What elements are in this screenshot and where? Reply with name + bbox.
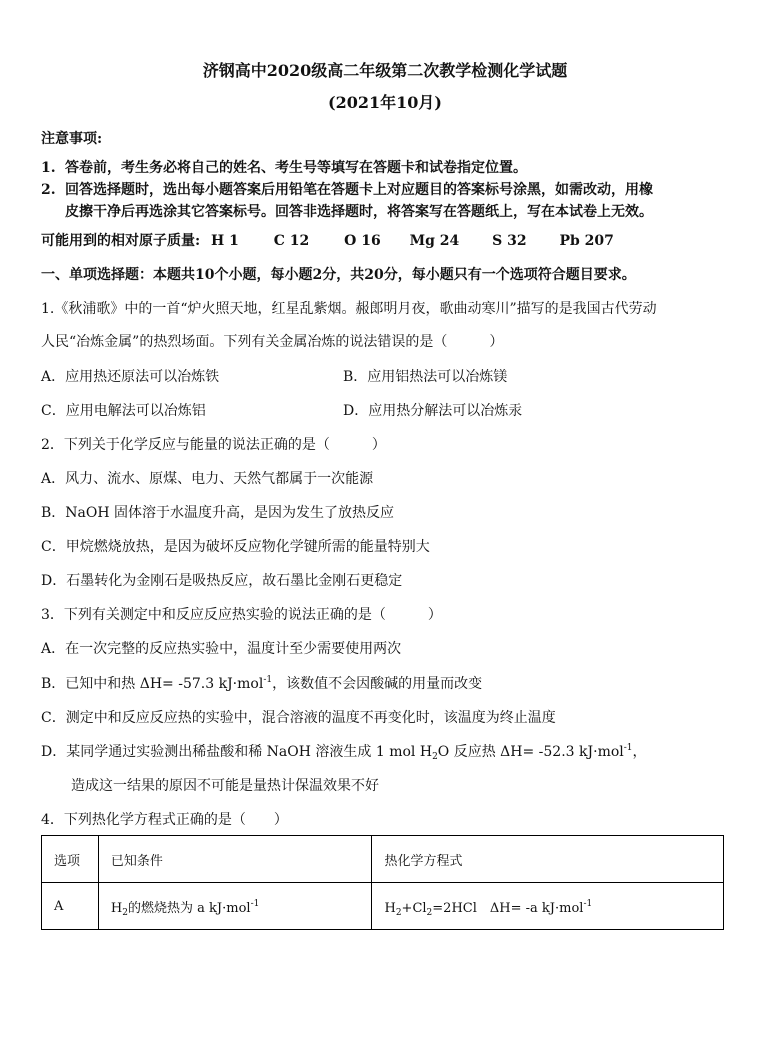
q2-stem: 2．下列关于化学反应与能量的说法正确的是（ ）: [41, 437, 386, 453]
header-option: 选项: [42, 836, 99, 883]
q2-option-a: A．风力、流水、原煤、电力、天然气都属于一次能源: [41, 471, 374, 487]
q3-option-c: C．测定中和反应反应热的实验中，混合溶液的温度不再变化时，该温度为终止温度: [41, 710, 556, 726]
note-1-number: 1.: [41, 160, 56, 176]
note-2-number: 2.: [41, 182, 56, 198]
table-row: [42, 883, 724, 930]
q1-option-b: B．应用铝热法可以冶炼镁: [343, 369, 508, 385]
atomic-masses-label: 可能用到的相对原子质量:: [41, 233, 201, 249]
note-2-text-line2: 皮擦干净后再选涂其它答案标号。回答非选择题时，将答案写在答题纸上，写在本试卷上无效。: [65, 204, 653, 220]
q1-option-c: C．应用电解法可以冶炼铝: [41, 403, 206, 419]
q4-stem: 4．下列热化学方程式正确的是（ ）: [41, 812, 288, 828]
q2-option-b: B．NaOH 固体溶于水温度升高，是因为发生了放热反应: [41, 505, 395, 521]
q3-option-d-line2: 造成这一结果的原因不可能是量热计保温效果不好: [71, 778, 379, 794]
q1-option-a: A．应用热还原法可以冶炼铁: [41, 369, 220, 385]
q4-table: [41, 835, 724, 930]
mass-o: O 16: [344, 233, 381, 249]
row-a-option: A: [42, 883, 99, 930]
section-1-heading: 一、单项选择题：本题共10个小题，每小题2分，共20分，每小题只有一个选项符合题目要求。: [41, 267, 636, 283]
mass-h: H 1: [211, 233, 239, 249]
mass-mg: Mg 24: [409, 233, 460, 249]
mass-pb: Pb 207: [559, 233, 614, 249]
q2-option-c: C．甲烷燃烧放热，是因为破坏反应物化学键所需的能量特别大: [41, 539, 430, 555]
q1-option-d: D．应用热分解法可以冶炼汞: [343, 403, 523, 419]
q2-option-d: D．石墨转化为金刚石是吸热反应，故石墨比金刚石更稳定: [41, 573, 403, 589]
note-1-text: 答卷前，考生务必将自己的姓名、考生号等填写在答题卡和试卷指定位置。: [65, 160, 527, 176]
note-2-text-line1: 回答选择题时，选出每小题答案后用铅笔在答题卡上对应题目的答案标号涂黑，如需改动，用橡: [65, 182, 653, 198]
row-a-equation: $H_2+Cl_2=2HCl$ ΔH= -a kJ·mol$^{-1}$: [372, 883, 724, 930]
q3-option-b: B．已知中和热 ΔH= -57.3 kJ·mol$^{-1}$，该数值不会因酸碱的用量而改变: [41, 675, 483, 692]
row-a-condition: $H_2$的燃烧热为 a kJ·mol$^{-1}$: [98, 883, 372, 930]
notes-heading: 注意事项:: [41, 131, 103, 147]
mass-s: S 32: [492, 233, 527, 249]
q3-option-a: A．在一次完整的反应热实验中，温度计至少需要使用两次: [41, 641, 402, 657]
exam-date: (2021年10月): [328, 93, 442, 112]
q1-stem-line2: 人民“冶炼金属”的热烈场面。下列有关金属冶炼的说法错误的是（ ）: [41, 334, 504, 350]
q3-option-d-line1: D．某同学通过实验测出稀盐酸和稀 NaOH 溶液生成 1 mol $H_2O$ 反应热 ΔH= -52.3 kJ·mol$^{-1}$，: [41, 743, 647, 762]
mass-c: C 12: [273, 233, 310, 249]
header-equation: 热化学方程式: [372, 836, 724, 883]
page-title: 济钢高中2020级高二年级第二次教学检测化学试题: [202, 61, 568, 80]
table-header-row: [42, 836, 724, 883]
q3-stem: 3．下列有关测定中和反应反应热实验的说法正确的是（ ）: [41, 607, 442, 623]
q1-stem-line1: 1.《秋浦歌》中的一首“炉火照天地，红星乱紫烟。赧郎明月夜，歌曲动寒川”描写的是我国古代劳动: [41, 301, 657, 317]
header-condition: 已知条件: [98, 836, 372, 883]
atomic-masses: [41, 232, 614, 250]
